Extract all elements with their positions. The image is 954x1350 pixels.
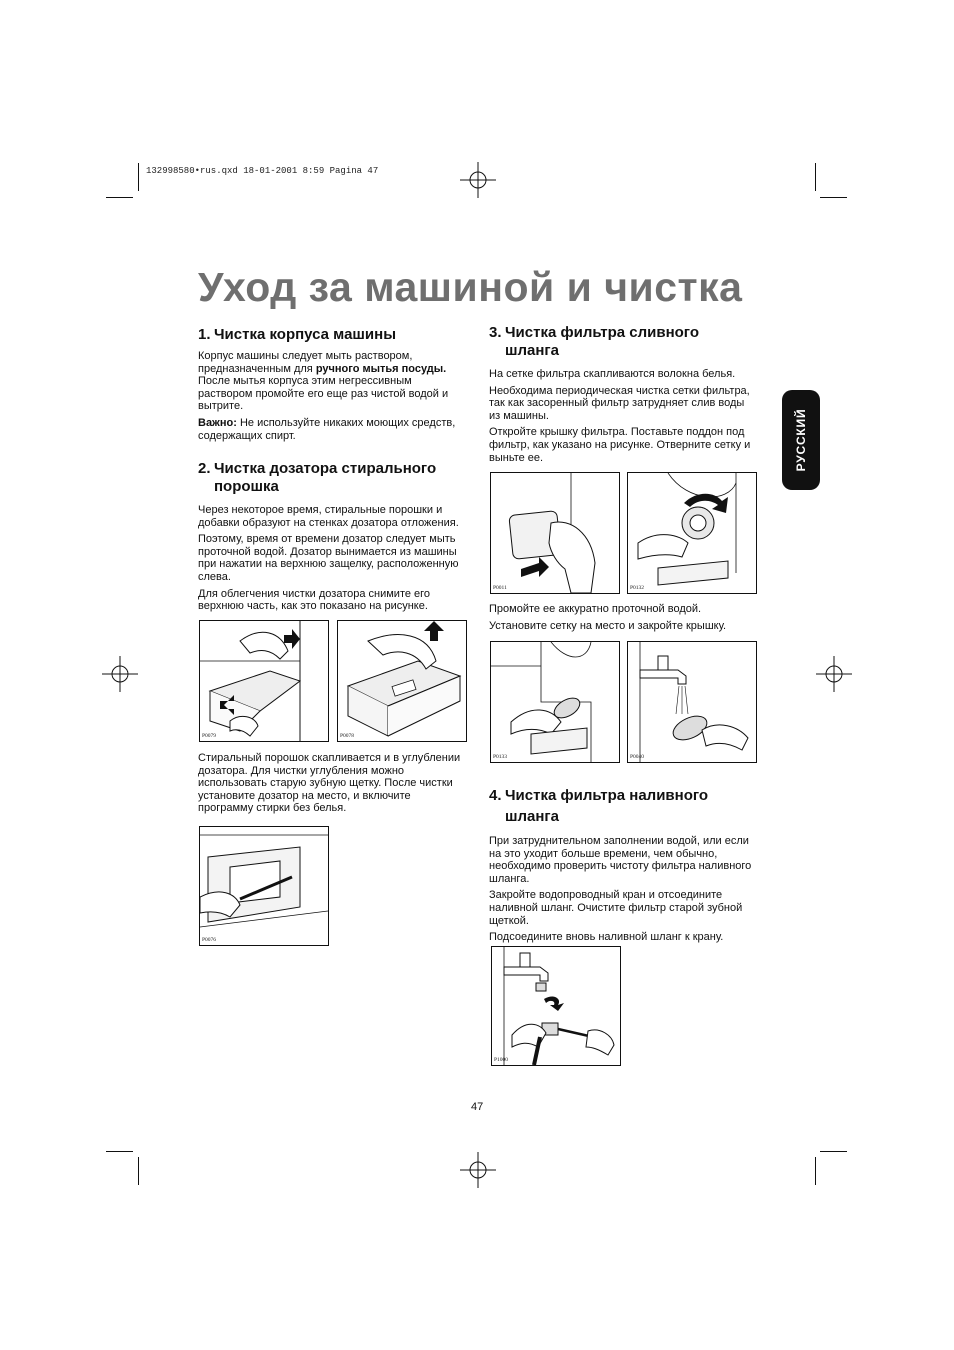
figure-inlet-filter [491,946,621,1066]
figure-code: P0011 [493,585,507,591]
section-4-heading: 4. Чистка фильтра наливного шланга [489,787,709,825]
section-3-paragraph-5: Установите сетку на место и закройте крышку. [489,619,727,632]
figure-code: P0132 [630,585,645,591]
figure-code: P0076 [202,937,217,943]
section-2-paragraph-1: Через некоторое время, стиральные порошки и добавки образуют на стенках дозатора отложения. [198,504,459,529]
registration-mark-top [458,160,498,200]
figure-code: P0079 [202,733,217,739]
figure-filter-cover-open [490,472,620,594]
section-1-heading: 1. Чистка корпуса машины [198,326,396,343]
figure-code: P0040 [630,754,645,760]
figure-dispenser-remove [199,620,329,742]
figure-dispenser-cover [337,620,467,742]
page-number: 47 [471,1101,484,1113]
page-title: Уход за машиной и чистка [198,264,743,310]
section-3-heading: 3. Чистка фильтра сливного шланга [489,324,700,359]
figure-filter-unscrew [627,472,757,594]
section-3 [489,324,755,468]
section-3-paragraph-4: Промойте ее аккуратно проточной водой. [489,603,702,615]
registration-mark-right [814,654,854,694]
section-4 [489,785,755,948]
section-2-paragraph-2: Поэтому, время от времени дозатор следует мыть проточной водой. Дозатор вынимается из машины при нажатии на верхнюю защелку, расположенную слева. [198,533,459,583]
figure-dispenser-brush [199,826,329,946]
section-4-paragraph-2: Закройте водопроводный кран и отсоедините наливной шланг. Очистите фильтр старой зубной щеткой. [489,889,743,927]
section-2-paragraph-4: Стиральный порошок скапливается и в углублении дозатора. Для чистки углубления можно использовать старую зубную щетку. После чистки установите дозатор на место, и включите программу стирки без белья. [198,752,461,815]
figure-code: P0078 [340,733,355,739]
language-tab [782,390,820,490]
section-3-paragraph-1: На сетке фильтра скапливаются волокна белья. [489,368,736,380]
registration-mark-bottom [458,1150,498,1190]
section-2 [198,460,464,617]
section-1 [198,326,466,446]
language-tab-label: РУССКИЙ [794,408,808,472]
section-1-paragraph-2: Важно: Не используйте никаких моющих средств, содержащих спирт. [198,416,456,442]
section-4-paragraph-1: При затруднительном заполнении водой, или если на это уходит больше времени, чем обычно, необходимо проверить чистоту фильтра наливного шланга. [489,835,752,885]
figure-filter-remove [490,641,620,763]
section-3-continued [489,603,755,636]
figure-filter-rinse [627,641,757,763]
section-2-paragraph-3: Для облегчения чистки дозатора снимите его верхнюю часть, как это показано на рисунке. [198,587,431,613]
section-1-paragraph-1: Корпус машины следует мыть раствором, предназначенным для ручного мытья посуды. После мытья корпуса этим негрессивным раствором промойте его еще раз чистой водой и вытрите. [198,350,449,413]
section-4-paragraph-3: Подсоедините вновь наливной шланг к крану. [489,931,724,944]
section-3-paragraph-2: Необходима периодическая чистка сетки фильтра, так как засоренный фильтр затрудняет слив воды из машины. [489,384,750,422]
figure-code: P1000 [494,1057,509,1063]
print-slug: 132998580•rus.qxd 18-01-2001 8:59 Pagina 47 [146,166,379,176]
section-2-continued [198,752,464,819]
figure-code: P0133 [493,754,508,760]
section-3-paragraph-3: Откройте крышку фильтра. Поставьте поддон под фильтр, как указано на рисунке. Отверните сетку и выньте ее. [489,426,751,464]
section-2-heading: 2. Чистка дозатора стирального порошка [198,460,437,495]
registration-mark-left [100,654,140,694]
